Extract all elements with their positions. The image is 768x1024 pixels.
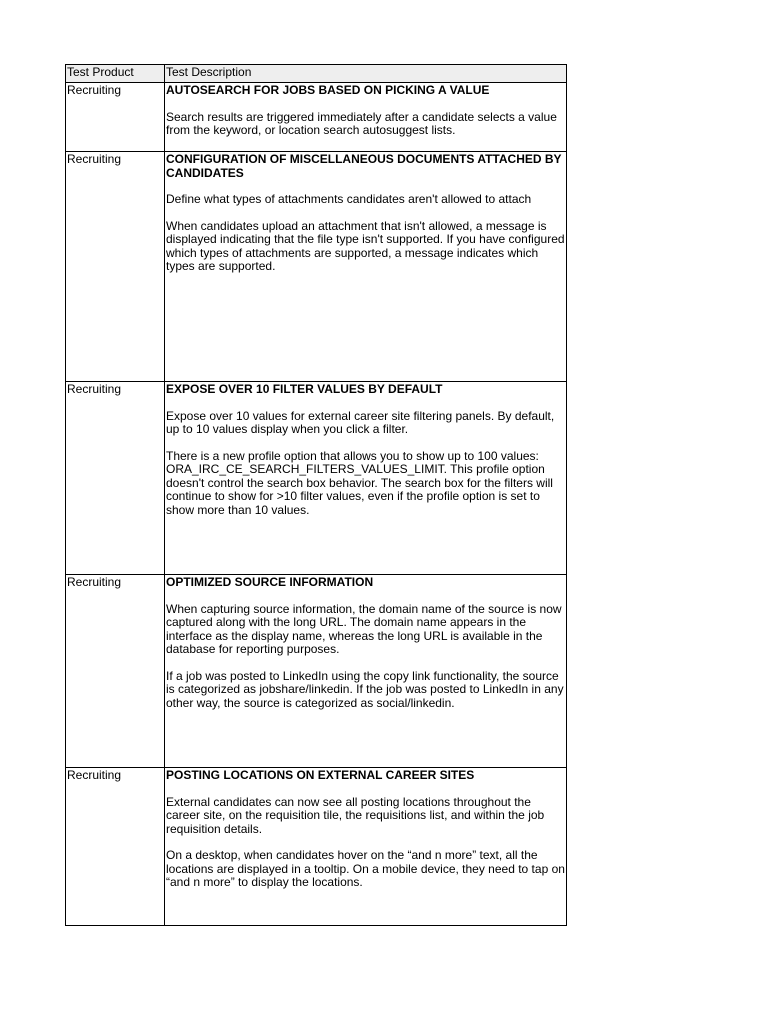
description-paragraph: Expose over 10 values for external career site filtering panels. By default, up to 10 values display when you click a filter. xyxy=(166,408,555,436)
description-paragraph: Define what types of attachments candidates aren't allowed to attach xyxy=(166,192,532,206)
description-cell xyxy=(165,575,567,768)
feature-title: AUTOSEARCH FOR JOBS BASED ON PICKING A VALUE xyxy=(166,83,490,97)
table-row xyxy=(66,575,567,768)
header-test-product: Test Product xyxy=(66,65,165,83)
description-paragraph: When candidates upload an attachment that isn't allowed, a message is displayed indicating that the file type isn't supported. If you have configured which types of attachments are supported, a message indicates which types are supported. xyxy=(166,218,565,273)
table-row xyxy=(66,152,567,382)
product-cell: Recruiting xyxy=(66,575,165,768)
table-row xyxy=(66,768,567,926)
description-paragraph: On a desktop, when candidates hover on the “and n more” text, all the locations are displayed in a tooltip. On a mobile device, they need to tap on “and n more” to display the locations. xyxy=(166,848,565,889)
description-cell xyxy=(165,382,567,575)
description-paragraph: When capturing source information, the domain name of the source is now captured along with the long URL. The domain name appears in the interface as the display name, whereas the long URL is available in the database for reporting purposes. xyxy=(166,601,562,656)
requirements-table xyxy=(65,64,567,926)
header-row xyxy=(66,65,567,83)
header-test-description: Test Description xyxy=(165,65,567,83)
table-row xyxy=(66,382,567,575)
product-cell: Recruiting xyxy=(66,83,165,152)
description-cell xyxy=(165,768,567,926)
description-cell xyxy=(165,152,567,382)
description-paragraph: If a job was posted to LinkedIn using the copy link functionality, the source is categorized as jobshare/linkedin. If the job was posted to LinkedIn in any other way, the source is categorized as social/linkedin. xyxy=(166,668,564,710)
feature-title: OPTIMIZED SOURCE INFORMATION xyxy=(166,575,374,589)
feature-title: CONFIGURATION OF MISCELLANEOUS DOCUMENTS ATTACHED BY CANDIDATES xyxy=(166,152,562,180)
description-cell xyxy=(165,83,567,152)
feature-title: EXPOSE OVER 10 FILTER VALUES BY DEFAULT xyxy=(166,382,443,396)
description-paragraph: Search results are triggered immediately after a candidate selects a value from the keyword, or location search autosuggest lists. xyxy=(166,109,557,137)
product-cell: Recruiting xyxy=(66,768,165,926)
feature-title: POSTING LOCATIONS ON EXTERNAL CAREER SITES xyxy=(166,768,475,782)
product-cell: Recruiting xyxy=(66,152,165,382)
description-paragraph: There is a new profile option that allows you to show up to 100 values: ORA_IRC_CE_SEARCH_FILTERS_VALUES_LIMIT. This profile option doesn't control the search box behavior. The search box for the filters will continue to show for >10 filter values, even if the profile option is set to show more than 10 values. xyxy=(166,448,553,517)
table-row xyxy=(66,83,567,152)
description-paragraph: External candidates can now see all posting locations throughout the career site, on the requisition tile, the requisitions list, and within the job requisition details. xyxy=(166,794,545,836)
product-cell: Recruiting xyxy=(66,382,165,575)
